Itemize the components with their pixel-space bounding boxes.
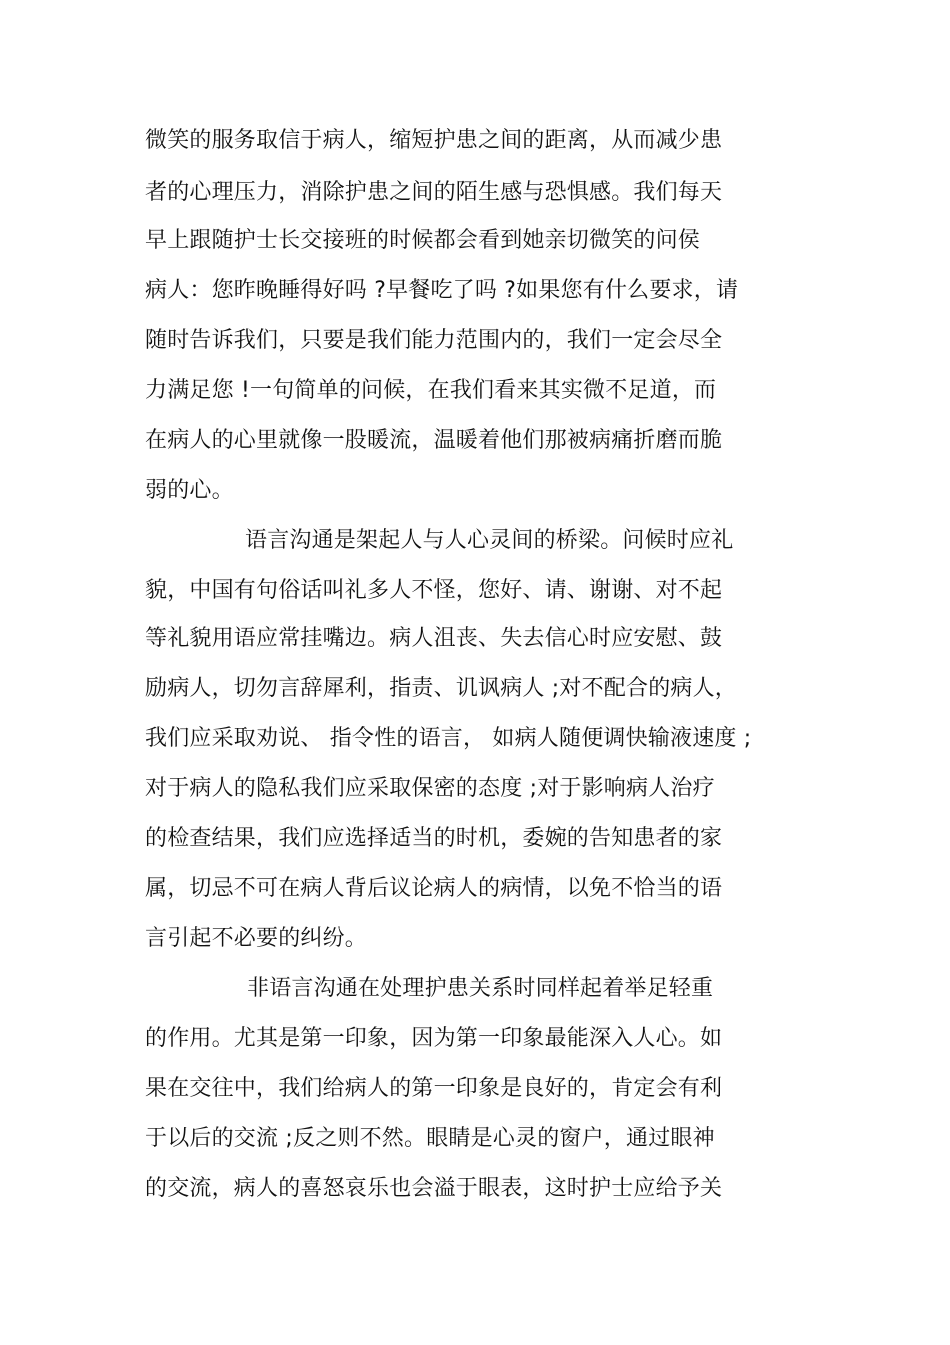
- text-line: 者的心理压力，消除护患之间的陌生感与恐惧感。我们每天: [145, 180, 723, 205]
- text-line: 言引起不必要的纠纷。: [145, 926, 368, 951]
- text-line: 早上跟随护士长交接班的时候都会看到她亲切微笑的问侯: [145, 228, 701, 253]
- text-line: 的交流，病人的喜怒哀乐也会溢于眼表，这时护士应给予关: [145, 1176, 723, 1201]
- text-line: 等礼貌用语应常挂嘴边。病人沮丧、失去信心时应安慰、鼓: [145, 626, 723, 651]
- paragraph-first-line: 语言沟通是架起人与人心灵间的桥梁。问候时应礼: [245, 528, 734, 553]
- text-line: 的作用。尤其是第一印象，因为第一印象最能深入人心。如: [145, 1026, 723, 1051]
- text-line: 貌，中国有句俗话叫礼多人不怪，您好、请、谢谢、对不起: [145, 578, 723, 603]
- text-line: 的检查结果，我们应选择适当的时机，委婉的告知患者的家: [145, 826, 723, 851]
- text-line: 随时告诉我们，只要是我们能力范围内的，我们一定会尽全: [145, 328, 723, 353]
- text-line: 对于病人的隐私我们应采取保密的态度 ;对于影响病人治疗: [145, 776, 715, 801]
- text-line: 弱的心。: [145, 478, 234, 503]
- text-line: 在病人的心里就像一股暖流，温暖着他们那被病痛折磨而脆: [145, 428, 723, 453]
- text-line: 果在交往中，我们给病人的第一印象是良好的，肯定会有利: [145, 1076, 723, 1101]
- text-line: 力满足您 !一句简单的问候，在我们看来其实微不足道，而: [145, 378, 717, 403]
- text-line: 我们应采取劝说、 指令性的语言， 如病人随便调快输液速度 ;: [145, 726, 752, 751]
- text-line: 励病人，切勿言辞犀利，指责、讥讽病人 ;对不配合的病人，: [145, 676, 738, 701]
- text-line: 微笑的服务取信于病人，缩短护患之间的距离，从而减少患: [145, 128, 723, 153]
- paragraph-first-line: 非语言沟通在处理护患关系时同样起着举足轻重: [247, 976, 714, 1001]
- text-line: 病人：您昨晚睡得好吗 ?早餐吃了吗 ?如果您有什么要求，请: [145, 278, 739, 303]
- text-line: 于以后的交流 ;反之则不然。眼睛是心灵的窗户，通过眼神: [145, 1126, 715, 1151]
- text-line: 属，切忌不可在病人背后议论病人的病情，以免不恰当的语: [145, 876, 723, 901]
